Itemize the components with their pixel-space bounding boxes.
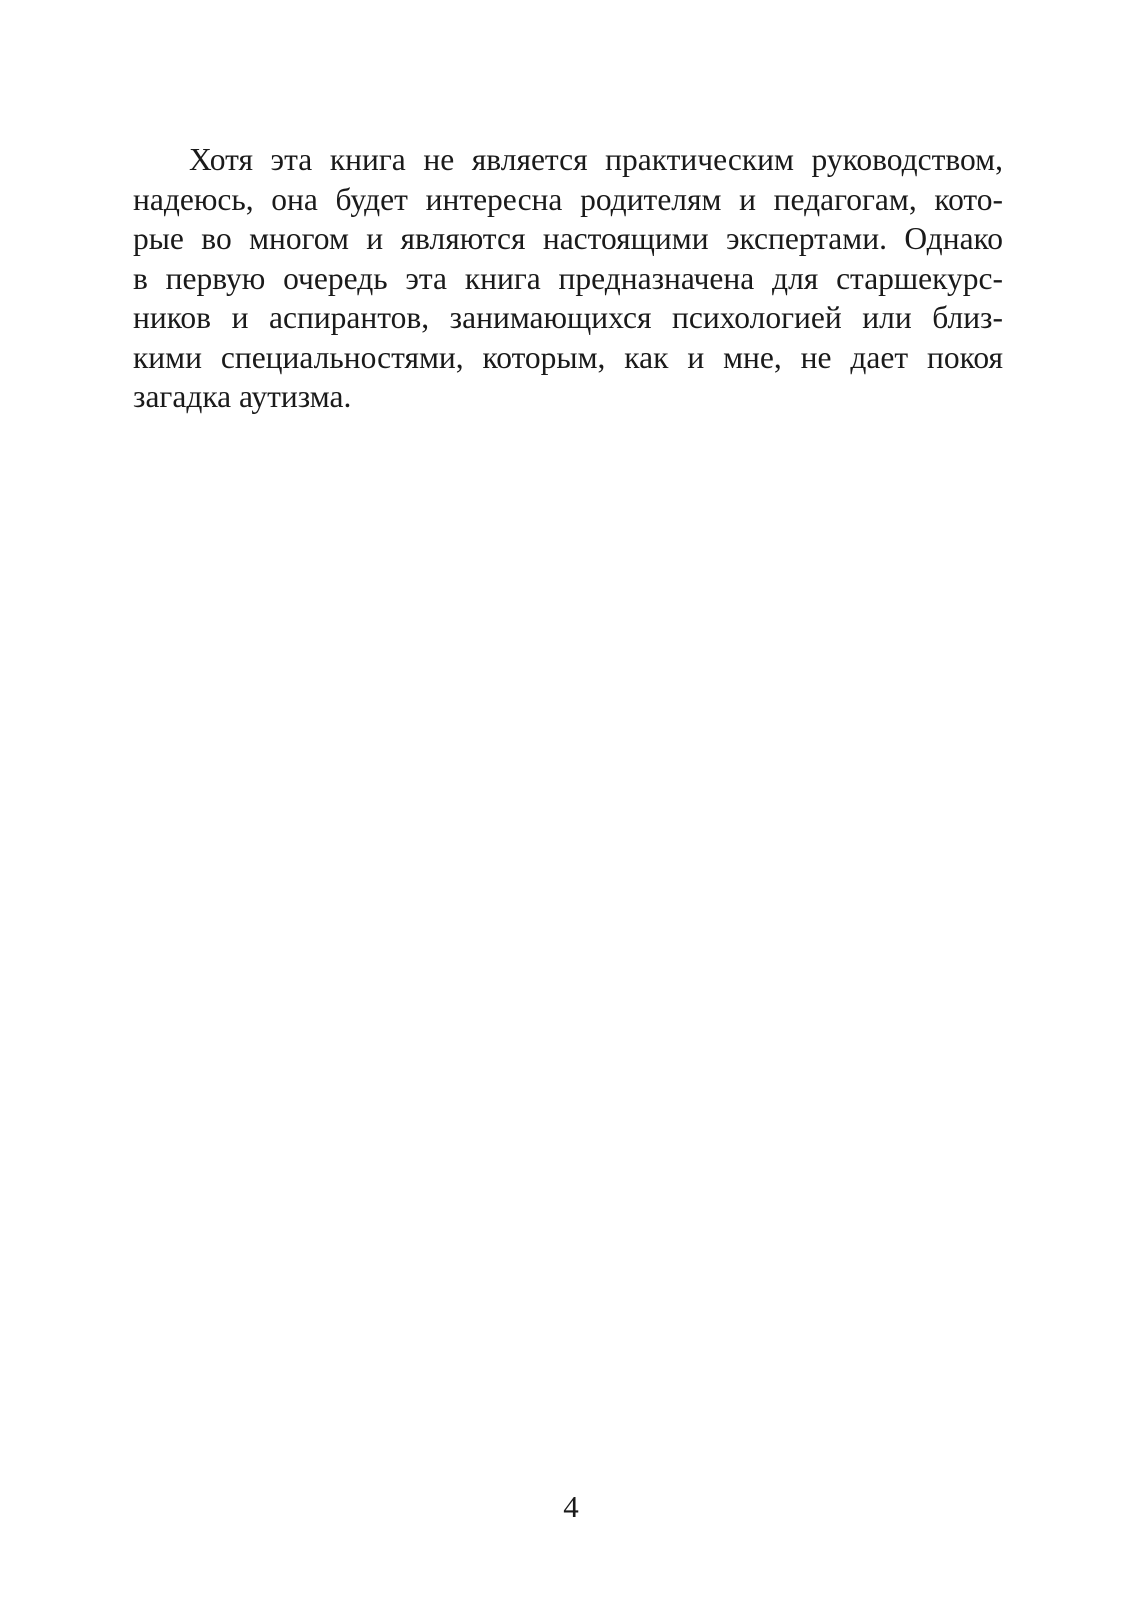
body-paragraph [133, 140, 1003, 417]
paragraph-line: в первую очередь эта книга предназначена для старшекурс- [133, 260, 1003, 296]
paragraph-line: Хотя эта книга не является практическим руководством, [189, 142, 1003, 177]
paragraph-line: надеюсь, она будет интересна родителям и педагогам, кото- [133, 181, 1003, 217]
paragraph-line: кими специальностями, которым, как и мне, не дает покоя [133, 339, 1003, 375]
paragraph-line: ников и аспирантов, занимающихся психологией или близ- [133, 300, 1003, 335]
paragraph-line: загадка аутизма. [133, 379, 352, 414]
paragraph-line: рые во многом и являются настоящими экспертами. Однако [133, 221, 1003, 256]
page-number: 4 [563, 1489, 579, 1524]
